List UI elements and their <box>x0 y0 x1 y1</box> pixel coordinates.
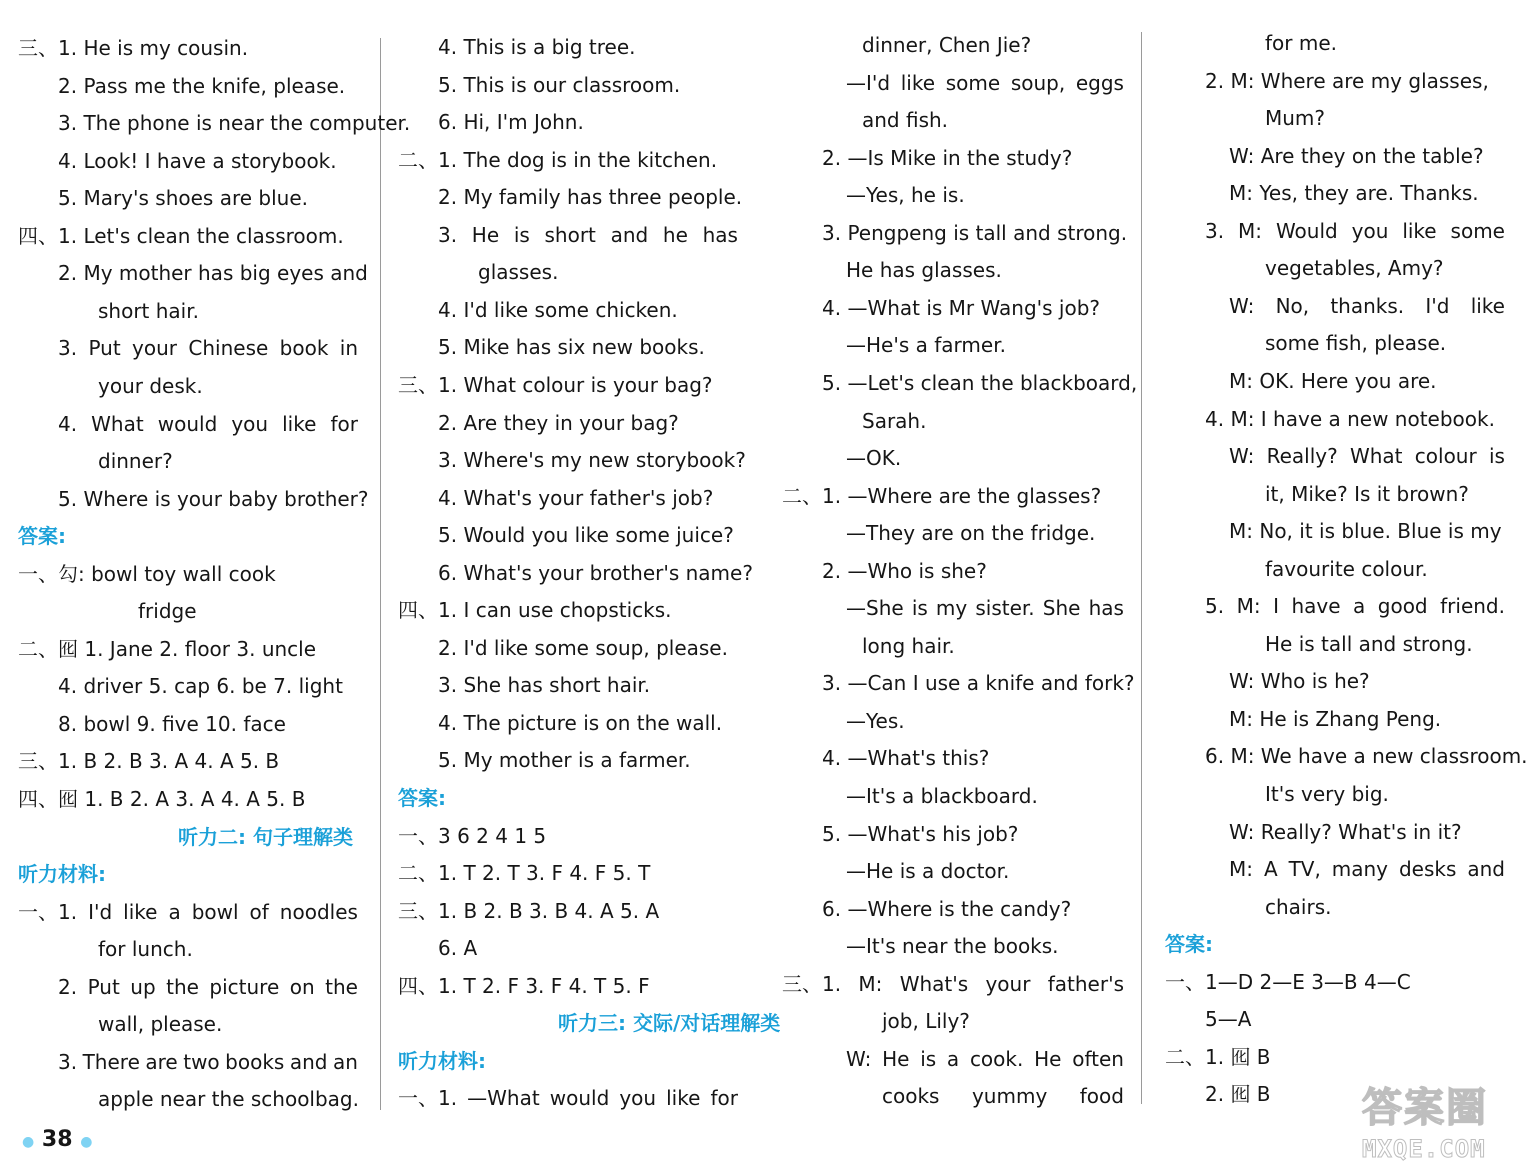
word: What <box>1349 444 1403 468</box>
text-line: 三、1. B 2. B 3. A 4. A 5. B <box>18 749 280 773</box>
text-line: —It's near the books. <box>846 934 1059 958</box>
word: noodles <box>279 900 358 924</box>
text-line: apple near the schoolbag. <box>98 1087 359 1111</box>
word: a <box>168 900 181 924</box>
section-title: 听力三: 交际/对话理解类 <box>558 1011 781 1035</box>
text-line: 4. Look! I have a storybook. <box>58 149 337 173</box>
text-line: 4. —What's this? <box>822 746 990 770</box>
text-line: 二、囮 1. Jane 2. floor 3. uncle <box>18 637 317 661</box>
text-line: 4. The picture is on the wall. <box>438 711 723 735</box>
text-line: M: OK. Here you are. <box>1229 369 1437 393</box>
text-line: 5. Where is your baby brother? <box>58 487 369 511</box>
text-line: 5—A <box>1205 1007 1252 1031</box>
word: 5. <box>1205 594 1225 618</box>
word: Chinese <box>188 336 269 360</box>
text-line <box>846 70 1124 96</box>
word: short <box>544 223 596 247</box>
word: often <box>1072 1047 1124 1071</box>
text-line: 2. My family has three people. <box>438 185 743 209</box>
word: —I'd <box>846 71 891 95</box>
text-line: 8. bowl 9. five 10. face <box>58 712 286 736</box>
text-line: your desk. <box>98 374 203 398</box>
text-line: It's very big. <box>1265 782 1389 806</box>
word: What <box>91 412 144 436</box>
text-line <box>1205 218 1505 244</box>
word: —She <box>846 596 904 620</box>
word: No, <box>1275 294 1310 318</box>
text-line: 四、囮 1. B 2. A 3. A 4. A 5. B <box>18 787 306 811</box>
text-line <box>782 971 1124 997</box>
word: cook. <box>969 1047 1024 1071</box>
word: I'd <box>88 900 113 924</box>
text-line: 5. —What's his job? <box>822 822 1019 846</box>
text-line: 四、1. I can use chopsticks. <box>398 598 672 622</box>
word: M: <box>1229 857 1253 881</box>
word: like <box>282 412 317 436</box>
text-line: 二、1. T 2. T 3. F 4. F 5. T <box>398 861 651 885</box>
text-line: 5. Would you like some juice? <box>438 523 734 547</box>
word: would <box>157 412 218 436</box>
word: soup, <box>1010 71 1066 95</box>
word: your <box>132 336 178 360</box>
text-line: fridge <box>138 599 197 623</box>
page-footer <box>22 1126 92 1156</box>
text-line: 一、1—D 2—E 3—B 4—C <box>1165 970 1411 994</box>
word: 3. <box>58 336 78 360</box>
word: for <box>710 1086 738 1110</box>
text-line: —It's a blackboard. <box>846 784 1038 808</box>
word: in <box>339 336 358 360</box>
word: your <box>985 972 1031 996</box>
section-label: 答案: <box>1165 932 1213 956</box>
word: yummy <box>971 1084 1048 1108</box>
word: Really? <box>1266 444 1338 468</box>
text-line: 二、1. 囮 B <box>1165 1045 1271 1069</box>
word: 3. <box>58 1050 78 1074</box>
word: have <box>1291 594 1341 618</box>
text-line: glasses. <box>478 260 559 284</box>
word: the <box>166 975 199 999</box>
text-line: short hair. <box>98 299 199 323</box>
word: Put <box>88 336 121 360</box>
watermark-title: 答案圈 <box>1362 1085 1488 1131</box>
text-line: 三、1. B 2. B 3. B 4. A 5. A <box>398 899 660 923</box>
text-line: 4. driver 5. cap 6. be 7. light <box>58 674 343 698</box>
section-label: 听力材料: <box>18 862 106 886</box>
text-line: 2. I'd like some soup, please. <box>438 636 728 660</box>
text-line: dinner? <box>98 449 173 473</box>
section-label: 答案: <box>18 524 66 548</box>
word: M: <box>858 972 883 996</box>
word: for <box>330 412 358 436</box>
text-line: favourite colour. <box>1265 557 1428 581</box>
text-line: 三、1. He is my cousin. <box>18 36 249 60</box>
section-title: 听力二: 句子理解类 <box>178 825 353 849</box>
section-label: 答案: <box>398 786 446 810</box>
word: food <box>1079 1084 1124 1108</box>
word: eggs <box>1075 71 1124 95</box>
text-line: —He is a doctor. <box>846 859 1010 883</box>
word: has <box>702 223 738 247</box>
text-line: —Yes. <box>846 709 905 733</box>
word: like <box>666 1086 701 1110</box>
column-divider <box>1141 32 1142 1104</box>
text-line: 2. —Is Mike in the study? <box>822 146 1073 170</box>
text-line <box>1205 593 1505 619</box>
text-line: 2. Are they in your bag? <box>438 411 679 435</box>
text-line: chairs. <box>1265 895 1332 919</box>
text-line: He has glasses. <box>846 258 1002 282</box>
text-line <box>438 222 738 248</box>
word: 一、1. <box>398 1086 458 1110</box>
word: I'd <box>1425 294 1450 318</box>
word: you <box>1351 219 1389 243</box>
word: some <box>945 71 1001 95</box>
text-line: 2. M: Where are my glasses, <box>1205 69 1489 93</box>
text-line: W: Who is he? <box>1229 669 1370 693</box>
text-line: Sarah. <box>862 409 927 433</box>
text-line: 6. A <box>438 936 478 960</box>
word: 4. <box>58 412 78 436</box>
watermark-url: MXQE.COM <box>1362 1135 1486 1163</box>
word: M: <box>1236 594 1261 618</box>
text-line <box>846 595 1124 621</box>
page-number-dot-right: ● <box>80 1134 93 1150</box>
word: and <box>289 1050 328 1074</box>
text-line <box>882 1083 1124 1109</box>
text-line: some fish, please. <box>1265 331 1447 355</box>
text-line: dinner, Chen Jie? <box>862 33 1032 57</box>
text-line: Mum? <box>1265 106 1326 130</box>
word: thanks. <box>1330 294 1405 318</box>
text-line: and fish. <box>862 108 949 132</box>
text-line: 6. Hi, I'm John. <box>438 110 584 134</box>
word: Would <box>1275 219 1338 243</box>
word: up <box>130 975 156 999</box>
word: What's <box>899 972 969 996</box>
word: you <box>231 412 269 436</box>
word: sister. <box>975 596 1035 620</box>
text-line: 二、1. —Where are the glasses? <box>782 484 1102 508</box>
text-line: 3. Where's my new storybook? <box>438 448 746 472</box>
text-line: 5. My mother is a farmer. <box>438 748 691 772</box>
word: of <box>249 900 269 924</box>
word: on <box>289 975 315 999</box>
word: 3. <box>1205 219 1225 243</box>
word: an <box>332 1050 358 1074</box>
text-line: —They are on the fridge. <box>846 521 1096 545</box>
word: my <box>935 596 968 620</box>
word: books <box>225 1050 285 1074</box>
text-line <box>58 974 358 1000</box>
text-line: 3. She has short hair. <box>438 673 651 697</box>
text-line: 4. This is a big tree. <box>438 35 636 59</box>
word: is <box>911 596 928 620</box>
text-line: 一、3 6 2 4 1 5 <box>398 824 547 848</box>
text-line: 5. Mary's shoes are blue. <box>58 186 308 210</box>
word: he <box>662 223 688 247</box>
word: 三、1. <box>782 972 842 996</box>
word: —What <box>467 1086 540 1110</box>
page-number-dot-left: ● <box>22 1134 35 1150</box>
text-line: 4. —What is Mr Wang's job? <box>822 296 1101 320</box>
word: 3. <box>438 223 458 247</box>
text-line: M: He is Zhang Peng. <box>1229 707 1442 731</box>
word: She <box>1042 596 1081 620</box>
text-line: for me. <box>1265 31 1338 55</box>
word: W: <box>1229 444 1255 468</box>
text-line: 二、1. The dog is in the kitchen. <box>398 148 718 172</box>
text-line: 2. —Who is she? <box>822 559 987 583</box>
text-line <box>58 335 358 361</box>
word: has <box>1088 596 1124 620</box>
text-line: 4. I'd like some chicken. <box>438 298 678 322</box>
text-line: 2. 囮 B <box>1205 1082 1271 1106</box>
word: and <box>1467 857 1505 881</box>
text-line <box>1229 443 1505 469</box>
watermark-logo <box>1360 1085 1530 1169</box>
word: picture <box>209 975 280 999</box>
text-line <box>846 1046 1124 1072</box>
word: friend. <box>1440 594 1505 618</box>
section-label: 听力材料: <box>398 1049 486 1073</box>
text-line: He is tall and strong. <box>1265 632 1473 656</box>
text-line: 一、勾: bowl toy wall cook <box>18 562 276 586</box>
text-line: long hair. <box>862 634 955 658</box>
text-line: 3. The phone is near the computer. <box>58 111 411 135</box>
word: like <box>1470 294 1505 318</box>
text-line: M: No, it is blue. Blue is my <box>1229 519 1502 543</box>
word: colour <box>1414 444 1477 468</box>
word: He <box>882 1047 910 1071</box>
text-line: W: Really? What's in it? <box>1229 820 1462 844</box>
word: bowl <box>191 900 239 924</box>
text-line <box>1229 856 1505 882</box>
word: A <box>1263 857 1278 881</box>
text-line <box>58 411 358 437</box>
text-line: —Yes, he is. <box>846 183 965 207</box>
text-line: 四、1. Let's clean the classroom. <box>18 224 344 248</box>
word: Put <box>87 975 120 999</box>
word: father's <box>1047 972 1124 996</box>
word: He <box>1034 1047 1062 1071</box>
word: like <box>123 900 158 924</box>
text-line: job, Lily? <box>882 1009 970 1033</box>
text-line: 四、1. T 2. F 3. F 4. T 5. F <box>398 974 650 998</box>
word: a <box>1353 594 1366 618</box>
word: is <box>1488 444 1505 468</box>
word: many <box>1331 857 1389 881</box>
word: like <box>1402 219 1437 243</box>
word: is <box>513 223 530 247</box>
word: would <box>549 1086 610 1110</box>
word: 2. <box>58 975 78 999</box>
text-line: 6. What's your brother's name? <box>438 561 753 585</box>
word: W: <box>1229 294 1255 318</box>
word: two <box>183 1050 220 1074</box>
word: is <box>920 1047 937 1071</box>
word: 一、1. <box>18 900 78 924</box>
text-line <box>58 1049 358 1075</box>
text-line: 6. —Where is the candy? <box>822 897 1072 921</box>
word: the <box>325 975 358 999</box>
text-line: vegetables, Amy? <box>1265 256 1444 280</box>
word: you <box>619 1086 657 1110</box>
word: M: <box>1238 219 1263 243</box>
word: TV, <box>1288 857 1321 881</box>
text-line <box>1229 293 1505 319</box>
text-line <box>18 899 358 925</box>
text-line: 5. Mike has six new books. <box>438 335 705 359</box>
text-line: 5. —Let's clean the blackboard, <box>822 371 1138 395</box>
text-line: 3. Pengpeng is tall and strong. <box>822 221 1128 245</box>
text-line: 2. Pass me the knife, please. <box>58 74 346 98</box>
word: W: <box>846 1047 872 1071</box>
word: a <box>946 1047 960 1071</box>
word: There <box>82 1050 140 1074</box>
word: I <box>1273 594 1279 618</box>
text-line: 2. My mother has big eyes and <box>58 261 368 285</box>
text-line: M: Yes, they are. Thanks. <box>1229 181 1479 205</box>
word: book <box>279 336 329 360</box>
text-line: 3. —Can I use a knife and fork? <box>822 671 1135 695</box>
word: and <box>610 223 649 247</box>
word: He <box>471 223 500 247</box>
text-line: 三、1. What colour is your bag? <box>398 373 713 397</box>
page-number: 38 <box>41 1127 73 1152</box>
word: cooks <box>882 1084 940 1108</box>
text-line: 4. M: I have a new notebook. <box>1205 407 1495 431</box>
text-line: —He's a farmer. <box>846 333 1006 357</box>
text-line: wall, please. <box>98 1012 223 1036</box>
text-line: it, Mike? Is it brown? <box>1265 482 1469 506</box>
text-line <box>398 1085 738 1111</box>
text-line: —OK. <box>846 446 902 470</box>
text-line: W: Are they on the table? <box>1229 144 1484 168</box>
word: some <box>1450 219 1505 243</box>
word: are <box>145 1050 178 1074</box>
word: like <box>900 71 936 95</box>
text-line: 4. What's your father's job? <box>438 486 714 510</box>
text-line: 6. M: We have a new classroom. <box>1205 744 1528 768</box>
word: desks <box>1398 857 1457 881</box>
column-divider <box>380 38 381 1110</box>
text-line: for lunch. <box>98 937 193 961</box>
word: good <box>1377 594 1428 618</box>
text-line: 5. This is our classroom. <box>438 73 681 97</box>
